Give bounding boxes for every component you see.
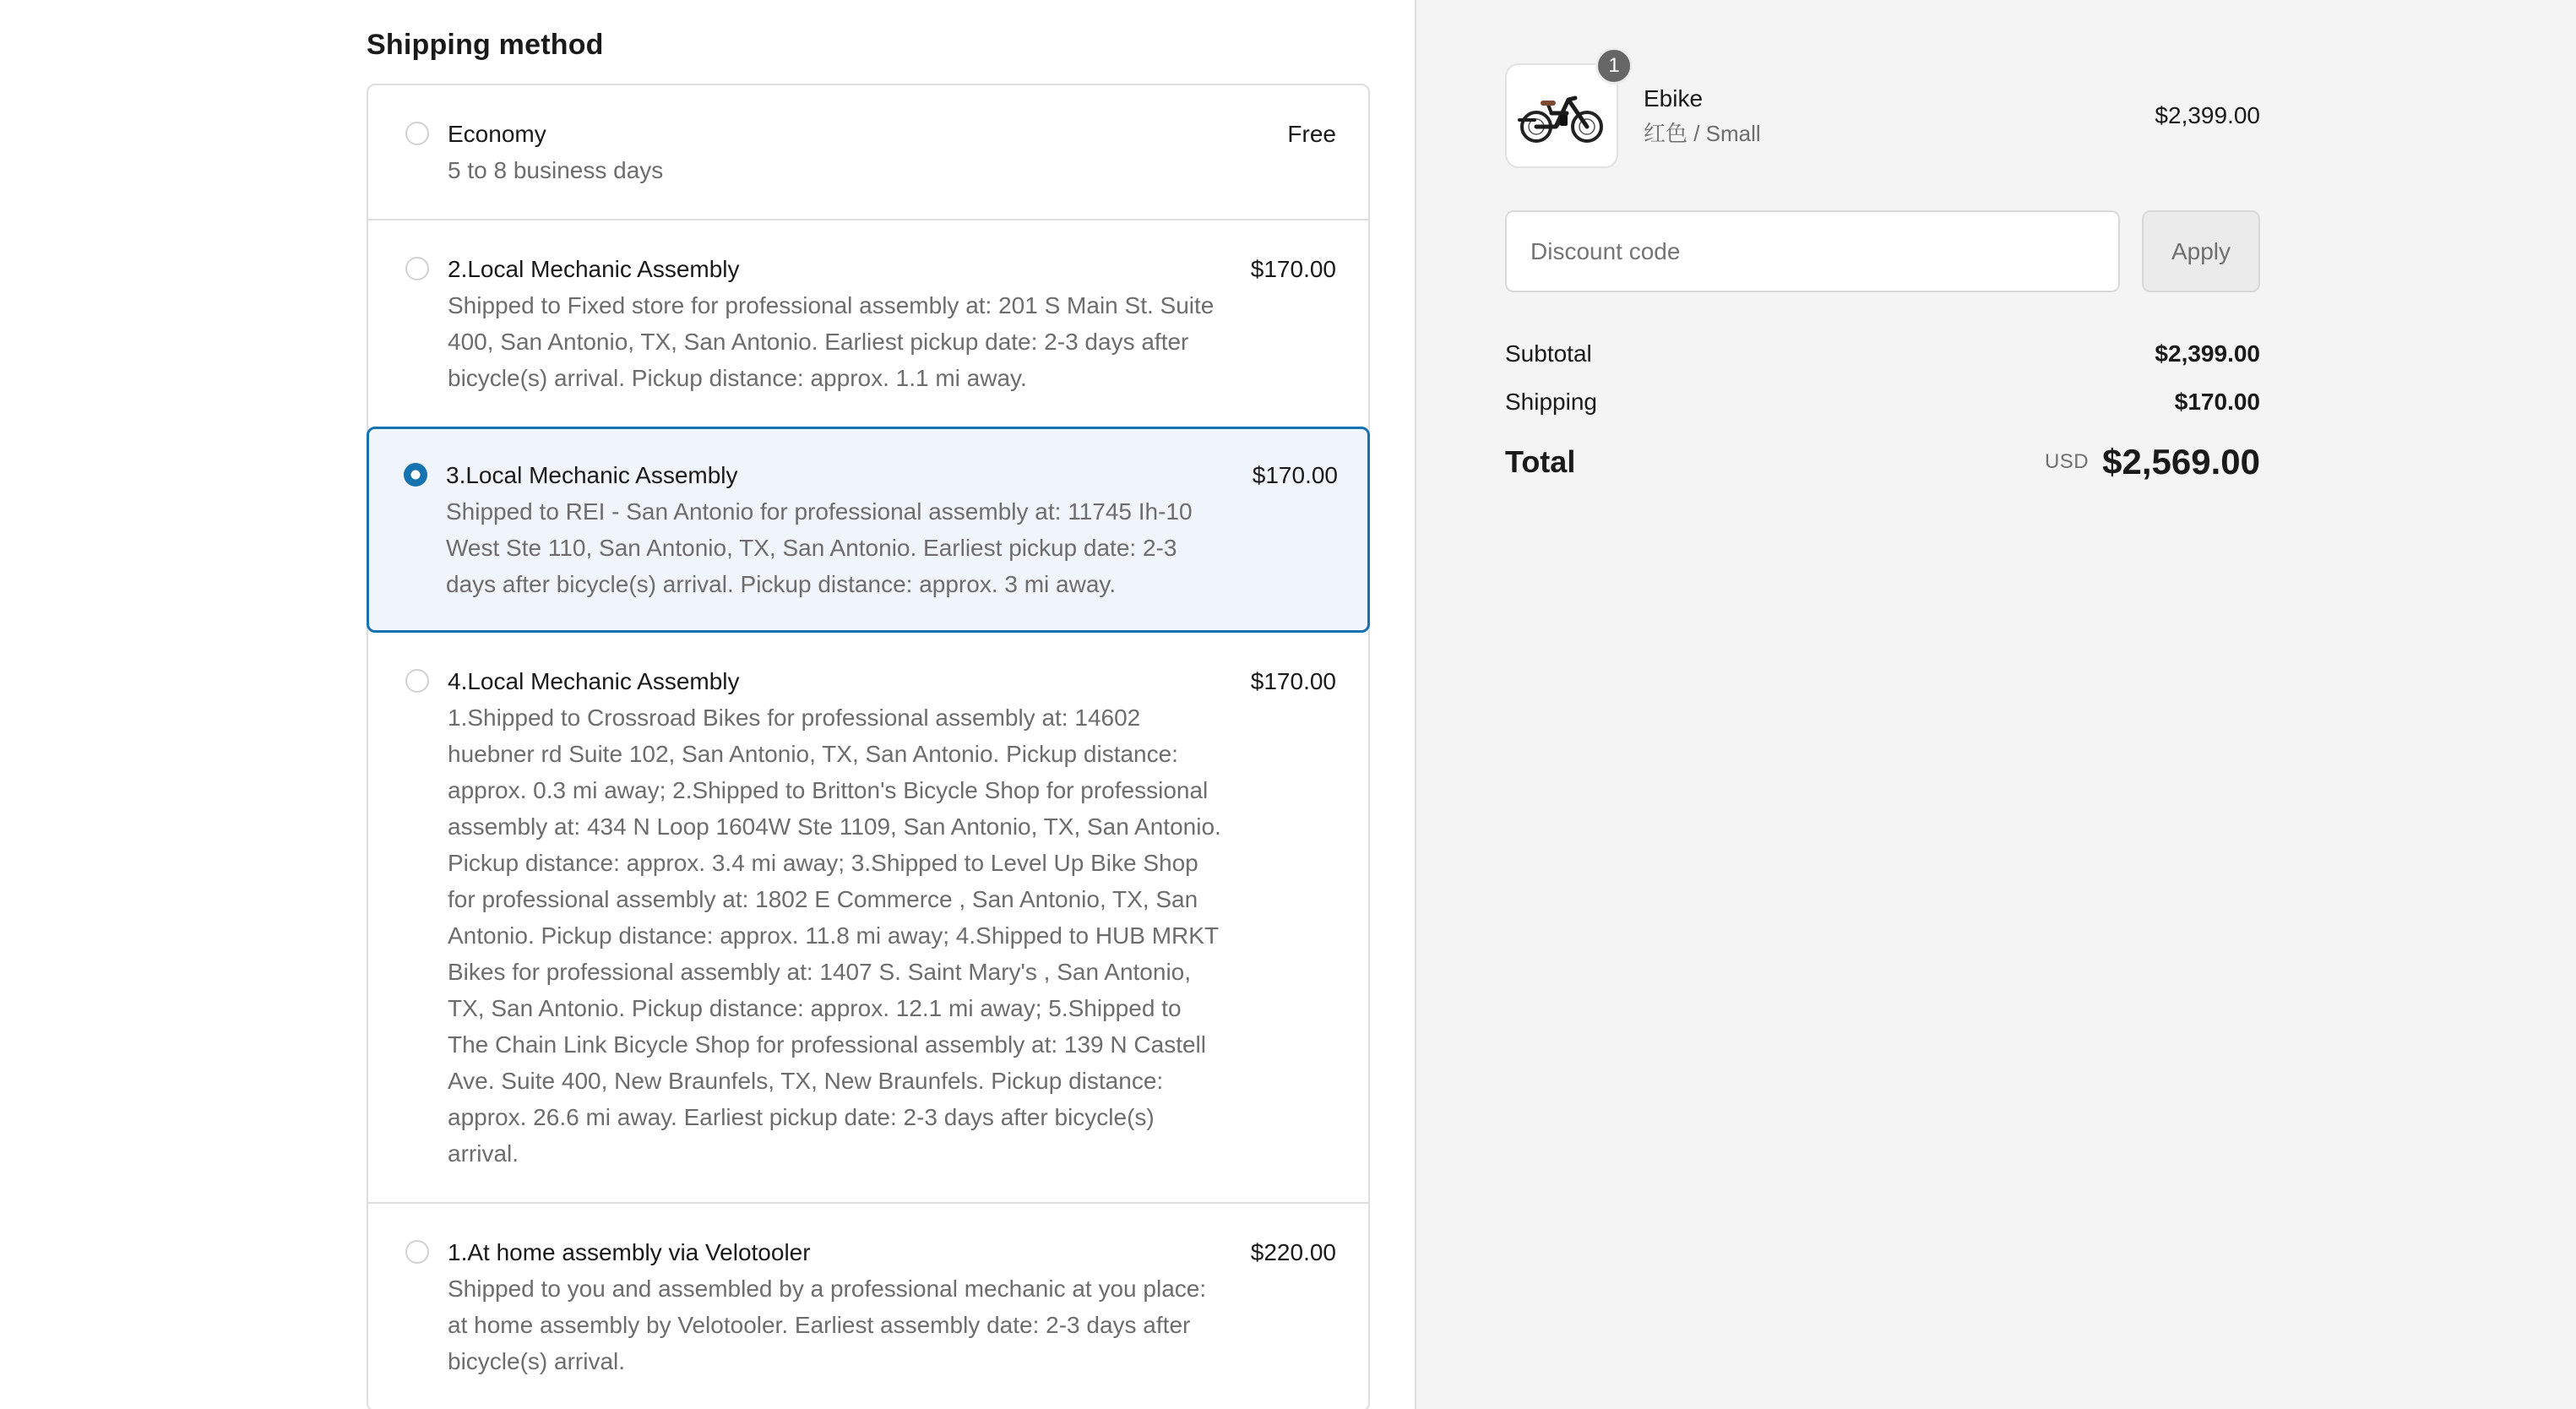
apply-discount-button[interactable]: Apply — [2142, 210, 2260, 292]
option-label: 3.Local Mechanic Assembly — [446, 462, 738, 488]
currency-code: USD — [2044, 450, 2090, 473]
discount-section — [1505, 210, 2260, 292]
option-label: 1.At home assembly via Velotooler — [448, 1239, 811, 1265]
product-thumbnail — [1505, 54, 1620, 168]
product-name: Ebike — [1644, 85, 1704, 112]
subtotal-label: Subtotal — [1505, 340, 1592, 367]
option-description: Shipped to you and assembled by a professional mechanic at you place: at home assembly by Velotooler. Earliest assembly date: 2-3 days after bicycle(s) arrival. — [448, 1276, 1207, 1374]
product-price: $2,399.00 — [2155, 102, 2260, 128]
shipping-options-list — [367, 84, 1370, 1409]
option-label: 4.Local Mechanic Assembly — [448, 668, 740, 694]
option-price: $220.00 — [1250, 1239, 1336, 1265]
page-title: Shipping method — [367, 29, 604, 61]
quantity-badge: 1 — [1595, 47, 1633, 84]
radio-unselected-icon[interactable] — [405, 257, 429, 280]
option-description: Shipped to REI - San Antonio for professional assembly at: 11745 Ih-10 West Ste 110, San Antonio, TX, San Antonio. Earliest pickup date: 2-3 days after bicycle(s) arrival. Pickup distance: approx. 3 mi away. — [446, 498, 1193, 597]
shipping-cost-label: Shipping — [1505, 389, 1597, 415]
bike-image — [1518, 88, 1606, 144]
shipping-option-local-mechanic-4[interactable] — [368, 633, 1368, 1202]
radio-unselected-icon[interactable] — [405, 122, 429, 145]
order-summary — [1505, 0, 2260, 482]
cost-summary — [1505, 335, 2260, 482]
option-price: $170.00 — [1252, 462, 1338, 488]
shipping-cost-value: $170.00 — [2174, 389, 2260, 415]
shipping-option-economy[interactable] — [368, 85, 1368, 219]
shipping-option-velotooler[interactable] — [368, 1202, 1368, 1409]
option-description: 1.Shipped to Crossroad Bikes for professional assembly at: 14602 huebner rd Suite 102, San Antonio, TX, San Antonio. Pickup distance: approx. 0.3 mi away; 2.Shipped to Britton's Bicycle Shop for professional assembly at: 434 N Loop 1604W Ste 1109, San Antonio, TX, San Antonio. Pickup distance: approx. 3.4 mi away; 3.Shipped to Level Up Bike Shop for professional assembly at: 1802 E Commerce , San Antonio, TX, San Antonio. Pickup distance: approx. 11.8 mi away; 4.Shipped to HUB MRKT Bikes for professional assembly at: 1407 S. Saint Mary's , San Antonio, TX, San Antonio. Pickup distance: approx. 12.1 mi away; 5.Shipped to The Chain Link Bicycle Shop for professional assembly at: 139 N Castell Ave. Suite 400, New Braunfels, TX, New Braunfels. Pickup distance: approx. 26.6 mi away. Earliest pickup date: 2-3 days after bicycle(s) arrival. — [448, 704, 1221, 1167]
cart-line-item — [1505, 54, 2260, 168]
shipping-cost-row — [1505, 384, 2260, 420]
discount-code-input[interactable] — [1505, 210, 2120, 292]
option-description: 5 to 8 business days — [448, 157, 664, 183]
option-price: $170.00 — [1250, 668, 1336, 694]
total-label: Total — [1505, 444, 1576, 479]
option-label: Economy — [448, 121, 546, 147]
shipping-method-section — [367, 0, 1370, 1409]
radio-selected-icon[interactable] — [404, 463, 427, 487]
total-value: $2,569.00 — [2102, 442, 2260, 481]
option-price: Free — [1287, 121, 1336, 147]
product-variant: 红色 / Small — [1644, 121, 1761, 146]
shipping-option-local-mechanic-2[interactable] — [368, 219, 1368, 427]
shipping-option-local-mechanic-3-selected[interactable] — [367, 427, 1370, 633]
subtotal-value: $2,399.00 — [2155, 340, 2260, 367]
total-row — [1505, 442, 2260, 482]
order-summary-pane — [1415, 0, 2576, 1409]
option-price: $170.00 — [1250, 256, 1336, 282]
subtotal-row — [1505, 335, 2260, 372]
option-label: 2.Local Mechanic Assembly — [448, 256, 740, 282]
radio-unselected-icon[interactable] — [405, 1240, 429, 1264]
radio-unselected-icon[interactable] — [405, 669, 429, 693]
option-description: Shipped to Fixed store for professional assembly at: 201 S Main St. Suite 400, San Antonio, TX, San Antonio. Earliest pickup date: 2-3 days after bicycle(s) arrival. Pickup distance: approx. 1.1 mi away. — [448, 292, 1215, 391]
